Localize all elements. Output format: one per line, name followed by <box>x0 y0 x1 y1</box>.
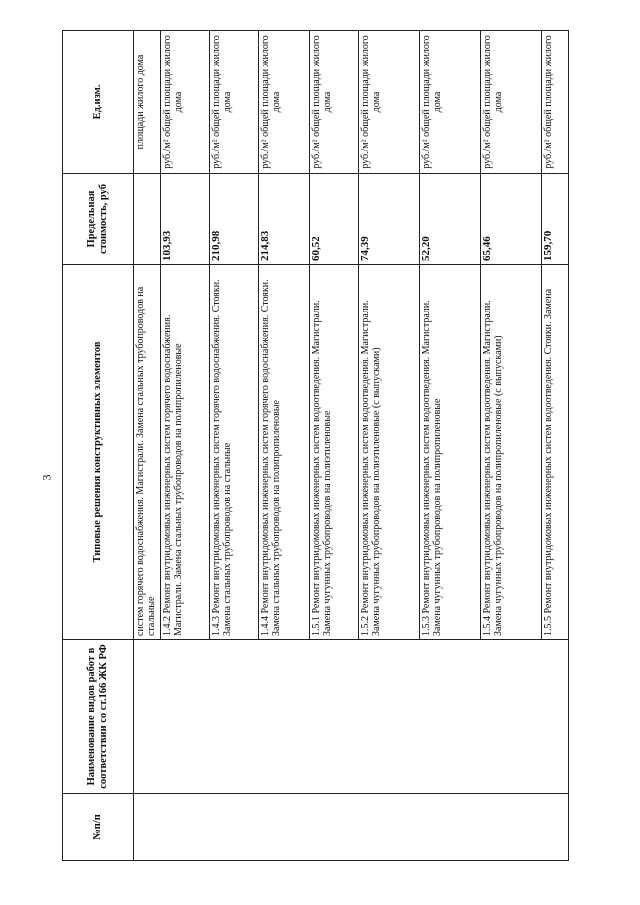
cost-table <box>62 30 569 861</box>
table-cell-price: 159,70 <box>542 174 569 265</box>
table-cell-unit: руб./м² общей площади жилого дома <box>259 31 310 174</box>
table-header-row <box>63 31 134 861</box>
header-work-name: Наименование видов работ в соответствии со ст.166 ЖК РФ <box>63 640 134 794</box>
table-cell-unit: руб./м² общей площади жилого дома <box>481 31 542 174</box>
table-cell-unit: руб./м² общей площади жилого дома <box>310 31 359 174</box>
body-row <box>134 31 161 861</box>
table-cell-price: 210,98 <box>210 174 259 265</box>
table-cell-unit: площади жилого дома <box>134 31 161 174</box>
header-unit: Ед.изм. <box>63 31 134 174</box>
table-cell-price: 65,46 <box>481 174 542 265</box>
table-cell-price <box>134 174 161 265</box>
table-cell-desc: 1.4.2 Ремонт внутридомовых инженерных систем горячего водоснабжения. Магистрали. Замена стальных трубопроводов на полипропиленовые <box>161 265 210 640</box>
number-cell <box>134 794 569 861</box>
table-cell-desc: 1.4.4 Ремонт внутридомовых инженерных систем горячего водоснабжения. Стояки. Замена стальных трубопроводов на полипропиленовые <box>259 265 310 640</box>
table-cell-unit: руб./м² общей площади жилого <box>542 31 569 174</box>
header-solution: Типовые решения конструктивных элементов <box>63 265 134 640</box>
page-number: 3 <box>39 474 54 481</box>
table-cell-desc: 1.5.3 Ремонт внутридомовых инженерных систем водоотведения. Магистрали. Замена чугунных трубопроводов на полипропиленовые <box>420 265 481 640</box>
table-cell-price: 60,52 <box>310 174 359 265</box>
table-cell-unit: руб./м² общей площади жилого дома <box>359 31 420 174</box>
table-cell-desc: 1.5.4 Ремонт внутридомовых инженерных систем водоотведения. Магистрали. Замена чугунных трубопроводов на полипропиленовые (с выпусками) <box>481 265 542 640</box>
table-cell-desc: 1.4.3 Ремонт внутридомовых инженерных систем горячего водоснабжения. Стояки. Замена стальных трубопроводов на стальные <box>210 265 259 640</box>
table-cell-desc: 1.5.2 Ремонт внутридомовых инженерных систем водоотведения. Магистрали. Замена чугунных трубопроводов на полиэтиленовые (с выпусками) <box>359 265 420 640</box>
table-cell-desc: систем горячего водоснабжения. Магистрали. Замена стальных трубопроводов на стальные <box>134 265 161 640</box>
table-cell-unit: руб./м² общей площади жилого дома <box>420 31 481 174</box>
table-cell-price: 74,39 <box>359 174 420 265</box>
table-cell-unit: руб./м² общей площади жилого дома <box>210 31 259 174</box>
rotated-page <box>62 31 564 861</box>
header-number: №п/п <box>63 794 134 861</box>
table-cell-price: 103,93 <box>161 174 210 265</box>
header-price: Предельная стоимость, руб <box>63 174 134 265</box>
table-cell-price: 214,83 <box>259 174 310 265</box>
table-cell-desc: 1.5.1 Ремонт внутридомовых инженерных систем водоотведения. Магистрали. Замена чугунных трубопроводов на полиэтиленовые <box>310 265 359 640</box>
table-cell-unit: руб./м² общей площади жилого дома <box>161 31 210 174</box>
work-name-cell <box>134 640 569 794</box>
table-cell-desc: 1.5.5 Ремонт внутридомовых инженерных систем водоотведения. Стояки. Замена <box>542 265 569 640</box>
table-cell-price: 52,20 <box>420 174 481 265</box>
